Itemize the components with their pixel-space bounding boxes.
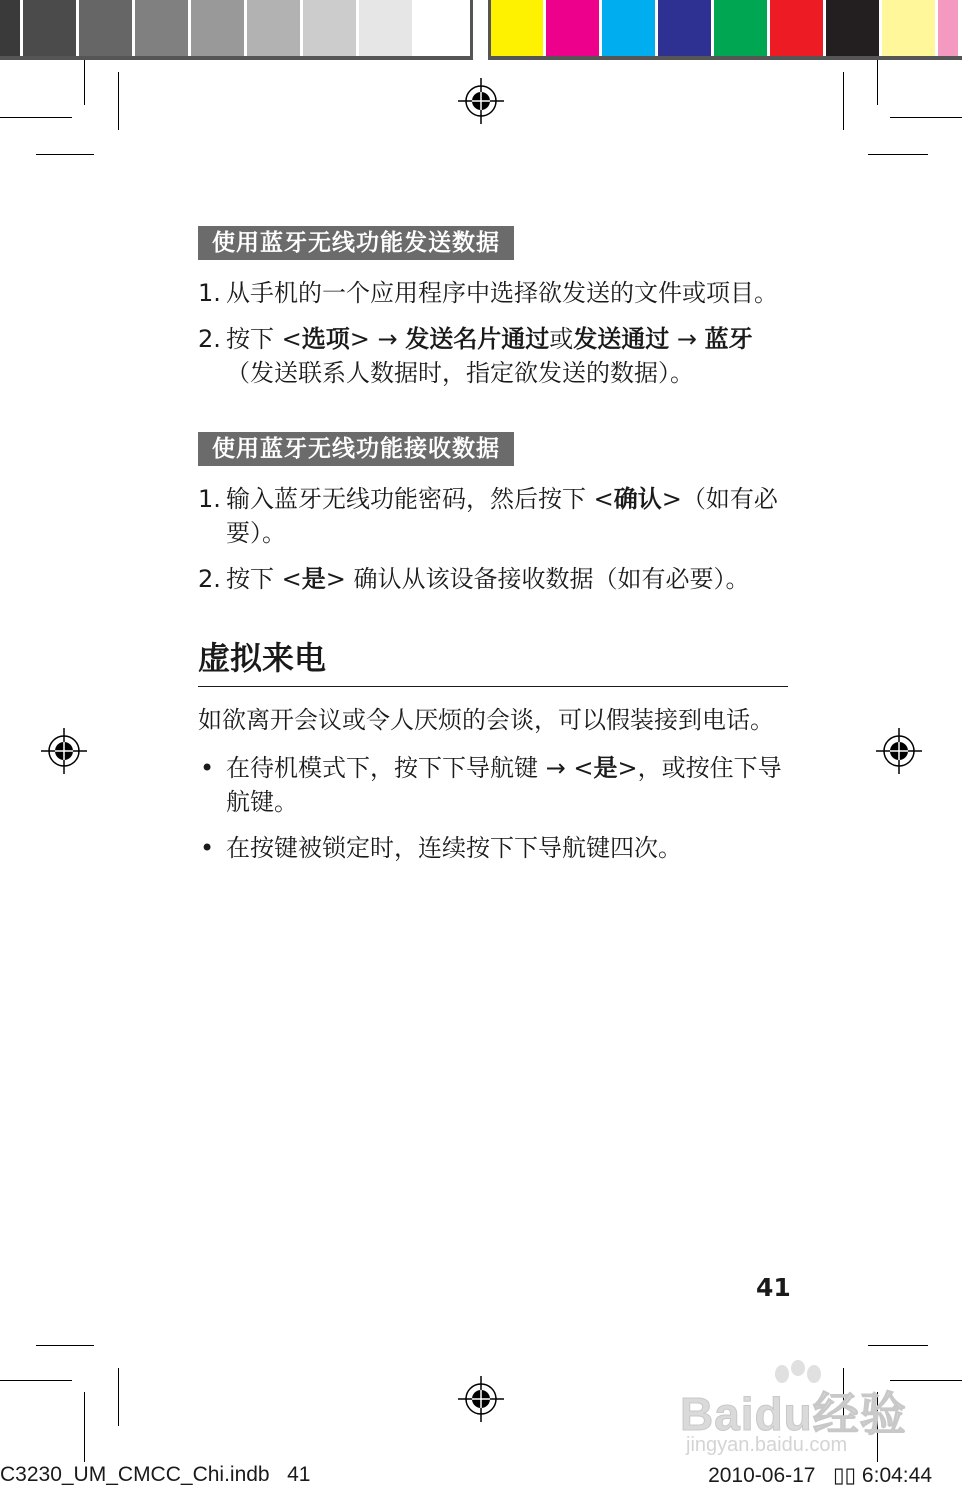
yellow-swatch bbox=[490, 0, 543, 56]
step-text: → bbox=[669, 325, 705, 353]
page-content bbox=[198, 226, 788, 877]
gray-swatch bbox=[79, 0, 132, 56]
cyan-swatch bbox=[602, 0, 655, 56]
gray-swatch bbox=[303, 0, 356, 56]
crop-mark bbox=[868, 1345, 928, 1346]
light-yellow-swatch bbox=[882, 0, 935, 56]
step-number: 2. bbox=[198, 565, 221, 593]
gray-swatch bbox=[135, 0, 188, 56]
page-number: 41 bbox=[756, 1273, 791, 1302]
crop-mark bbox=[868, 154, 928, 155]
registration-mark-icon bbox=[876, 728, 922, 774]
step-text: >（如有必要）。 bbox=[226, 485, 778, 547]
crop-mark bbox=[84, 60, 85, 105]
send-steps-list bbox=[198, 276, 788, 390]
step-text: 按下 < bbox=[226, 325, 302, 353]
section-label-send: 使用蓝牙无线功能发送数据 bbox=[198, 226, 514, 260]
step-number: 1. bbox=[198, 279, 221, 307]
blue-swatch bbox=[658, 0, 711, 56]
menu-option-label: 发送名片通过 bbox=[405, 325, 550, 353]
bullet-icon: • bbox=[200, 834, 215, 862]
green-swatch bbox=[714, 0, 767, 56]
step-text: （发送联系人数据时，指定欲发送的数据）。 bbox=[226, 359, 694, 387]
color-calibration-bar bbox=[490, 0, 958, 56]
menu-option-label: 蓝牙 bbox=[704, 325, 753, 353]
black-swatch bbox=[826, 0, 879, 56]
crop-mark bbox=[0, 117, 72, 118]
gray-swatch bbox=[415, 0, 468, 56]
receive-steps-list bbox=[198, 482, 788, 596]
intro-paragraph: 如欲离开会议或令人厌烦的会谈，可以假装接到电话。 bbox=[198, 706, 774, 734]
list-item bbox=[198, 562, 788, 596]
list-item bbox=[198, 276, 788, 310]
crop-mark bbox=[84, 1392, 85, 1462]
gray-swatch bbox=[0, 0, 20, 56]
registration-mark-icon bbox=[458, 78, 504, 124]
crop-mark bbox=[0, 1380, 72, 1381]
menu-option-label: 确认 bbox=[613, 485, 662, 513]
crop-mark bbox=[118, 1368, 119, 1426]
menu-option-label: 发送通过 bbox=[573, 325, 670, 353]
menu-option-label: 是 bbox=[301, 565, 326, 593]
gray-swatch bbox=[359, 0, 412, 56]
step-number: 2. bbox=[198, 325, 221, 353]
grayscale-calibration-bar bbox=[0, 0, 468, 56]
step-text: 输入蓝牙无线功能密码，然后按下 < bbox=[226, 485, 614, 513]
baidu-watermark bbox=[680, 1360, 920, 1470]
gray-swatch bbox=[191, 0, 244, 56]
crop-mark bbox=[843, 72, 844, 130]
gray-bar-edge bbox=[0, 56, 473, 60]
bullet-text: 在按键被锁定时，连续按下下导航键四次。 bbox=[226, 834, 682, 862]
gray-swatch bbox=[23, 0, 76, 56]
gray-bar-border bbox=[470, 0, 473, 60]
step-text: > → bbox=[349, 325, 406, 353]
fake-call-bullets bbox=[198, 751, 788, 865]
magenta-swatch bbox=[546, 0, 599, 56]
bullet-text: >，或按住下导航键。 bbox=[226, 754, 782, 816]
registration-mark-icon bbox=[458, 1376, 504, 1422]
menu-option-label: 选项 bbox=[301, 325, 350, 353]
section-label-receive: 使用蓝牙无线功能接收数据 bbox=[198, 432, 514, 466]
crop-mark bbox=[36, 154, 94, 155]
registration-mark-icon bbox=[41, 728, 87, 774]
step-number: 1. bbox=[198, 485, 221, 513]
list-item bbox=[198, 751, 788, 819]
print-timestamp: 2010-06-17 ▯▯ 6:04:44 bbox=[708, 1464, 932, 1487]
color-bar-border bbox=[488, 0, 491, 60]
list-item bbox=[198, 831, 788, 865]
list-item bbox=[198, 482, 788, 550]
section-title: 虚拟来电 bbox=[198, 636, 788, 687]
menu-option-label: 是 bbox=[593, 754, 618, 782]
color-bar-edge bbox=[488, 56, 962, 60]
step-text: > 确认从该设备接收数据（如有必要）。 bbox=[325, 565, 750, 593]
file-slug: C3230_UM_CMCC_Chi.indb 41 bbox=[0, 1463, 311, 1486]
step-text: 按下 < bbox=[226, 565, 302, 593]
pink-swatch bbox=[938, 0, 958, 56]
list-item bbox=[198, 322, 788, 390]
crop-mark bbox=[36, 1345, 94, 1346]
watermark-url: jingyan.baidu.com bbox=[686, 1434, 848, 1456]
step-text: 从手机的一个应用程序中选择欲发送的文件或项目。 bbox=[226, 279, 778, 307]
gray-swatch bbox=[247, 0, 300, 56]
bullet-icon: • bbox=[200, 754, 215, 782]
crop-mark bbox=[890, 117, 962, 118]
bullet-text: 在待机模式下，按下下导航键 → < bbox=[226, 754, 594, 782]
crop-mark bbox=[118, 72, 119, 130]
watermark-logo-text: Baidu经验 bbox=[680, 1388, 907, 1440]
crop-mark bbox=[877, 60, 878, 105]
red-swatch bbox=[770, 0, 823, 56]
step-text: 或 bbox=[549, 325, 574, 353]
